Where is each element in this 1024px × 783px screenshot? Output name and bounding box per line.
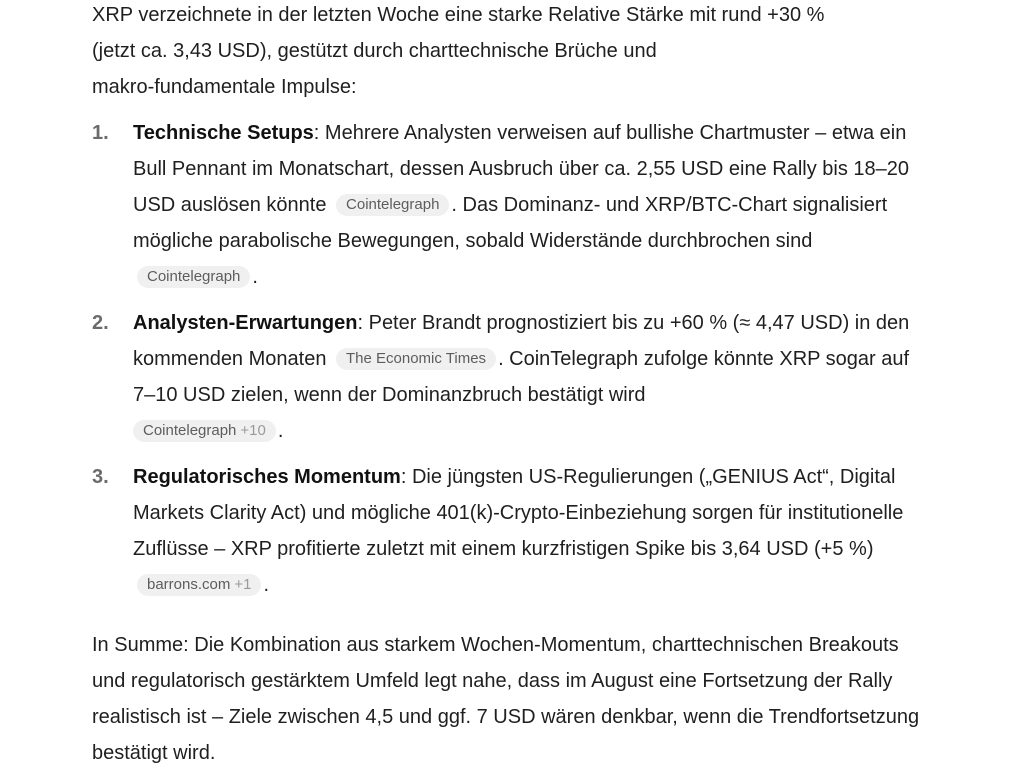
list-item-analysten-erwartungen	[92, 305, 922, 449]
summary-paragraph: In Summe: Die Kombination aus starkem Wochen-Momentum, charttechnischen Breakouts und regulatorisch gestärktem Umfeld legt nahe, dass im August eine Fortsetzung der Rally realistisch ist – Ziele zwischen 4,5 und ggf. 7 USD wären denkbar, wenn die Trendfortsetzung bestätigt wird.	[92, 634, 920, 764]
chip-label: The Economic Times	[346, 350, 487, 367]
chip-label: Cointelegraph	[346, 196, 440, 213]
list-number: 1.	[92, 122, 109, 144]
source-chip-barrons[interactable]	[137, 574, 261, 596]
factor-list	[92, 115, 922, 613]
item-text: . Das Dominanz- und XRP/BTC-Chart signalisiert mögliche parabolische Bewegungen, sobald Widerstände durchbrochen sind	[133, 194, 888, 252]
item-text: : Mehrere Analysten verweisen auf bullishe Chartmuster – etwa ein Bull Pennant im Monatschart, dessen Ausbruch über ca. 2,55 USD eine Rally bis 18–20 USD auslösen könnte	[133, 122, 909, 216]
intro-line: makro-fundamentale Impulse:	[92, 76, 357, 98]
list-number: 3.	[92, 466, 109, 488]
chip-label: Cointelegraph	[143, 422, 237, 439]
source-chip-cointelegraph[interactable]	[336, 194, 449, 216]
item-text: . CoinTelegraph zufolge könnte XRP sogar auf 7–10 USD zielen, wenn der Dominanzbruch bestätigt wird	[133, 348, 910, 406]
item-text: .	[277, 420, 284, 442]
item-text: .	[263, 574, 270, 596]
list-number: 2.	[92, 312, 109, 334]
item-text: : Die jüngsten US-Regulierungen („GENIUS Act“, Digital Markets Clarity Act) und mögliche 401(k)-Crypto-Einbeziehung sorgen für institutionelle Zuflüsse – XRP profitierte zuletzt mit einem kurzfristigen Spike bis 3,64 USD (+5 %)	[133, 466, 904, 560]
source-chip-cointelegraph[interactable]	[133, 420, 276, 442]
item-text: .	[252, 266, 258, 288]
chip-extra-count: +10	[240, 422, 266, 439]
list-item-regulatorisches-momentum	[92, 459, 922, 603]
item-title: Analysten-Erwartungen	[133, 312, 358, 334]
chip-label: barrons.com	[147, 576, 231, 593]
item-text: : Peter Brandt prognostiziert bis zu +60 % (≈ 4,47 USD) in den kommenden Monaten	[133, 312, 910, 370]
item-title: Regulatorisches Momentum	[133, 466, 401, 488]
intro-line: (jetzt ca. 3,43 USD), gestützt durch charttechnische Brüche und	[92, 40, 657, 62]
source-chip-cointelegraph[interactable]	[137, 266, 250, 288]
list-item-technische-setups	[92, 115, 922, 295]
intro-line: XRP verzeichnete in der letzten Woche eine starke Relative Stärke mit rund +30 %	[92, 4, 825, 26]
source-chip-economic-times[interactable]	[336, 348, 496, 370]
item-title: Technische Setups	[133, 122, 314, 144]
chip-extra-count: +1	[234, 576, 252, 593]
intro-paragraph	[92, 0, 922, 105]
chip-label: Cointelegraph	[147, 268, 241, 285]
